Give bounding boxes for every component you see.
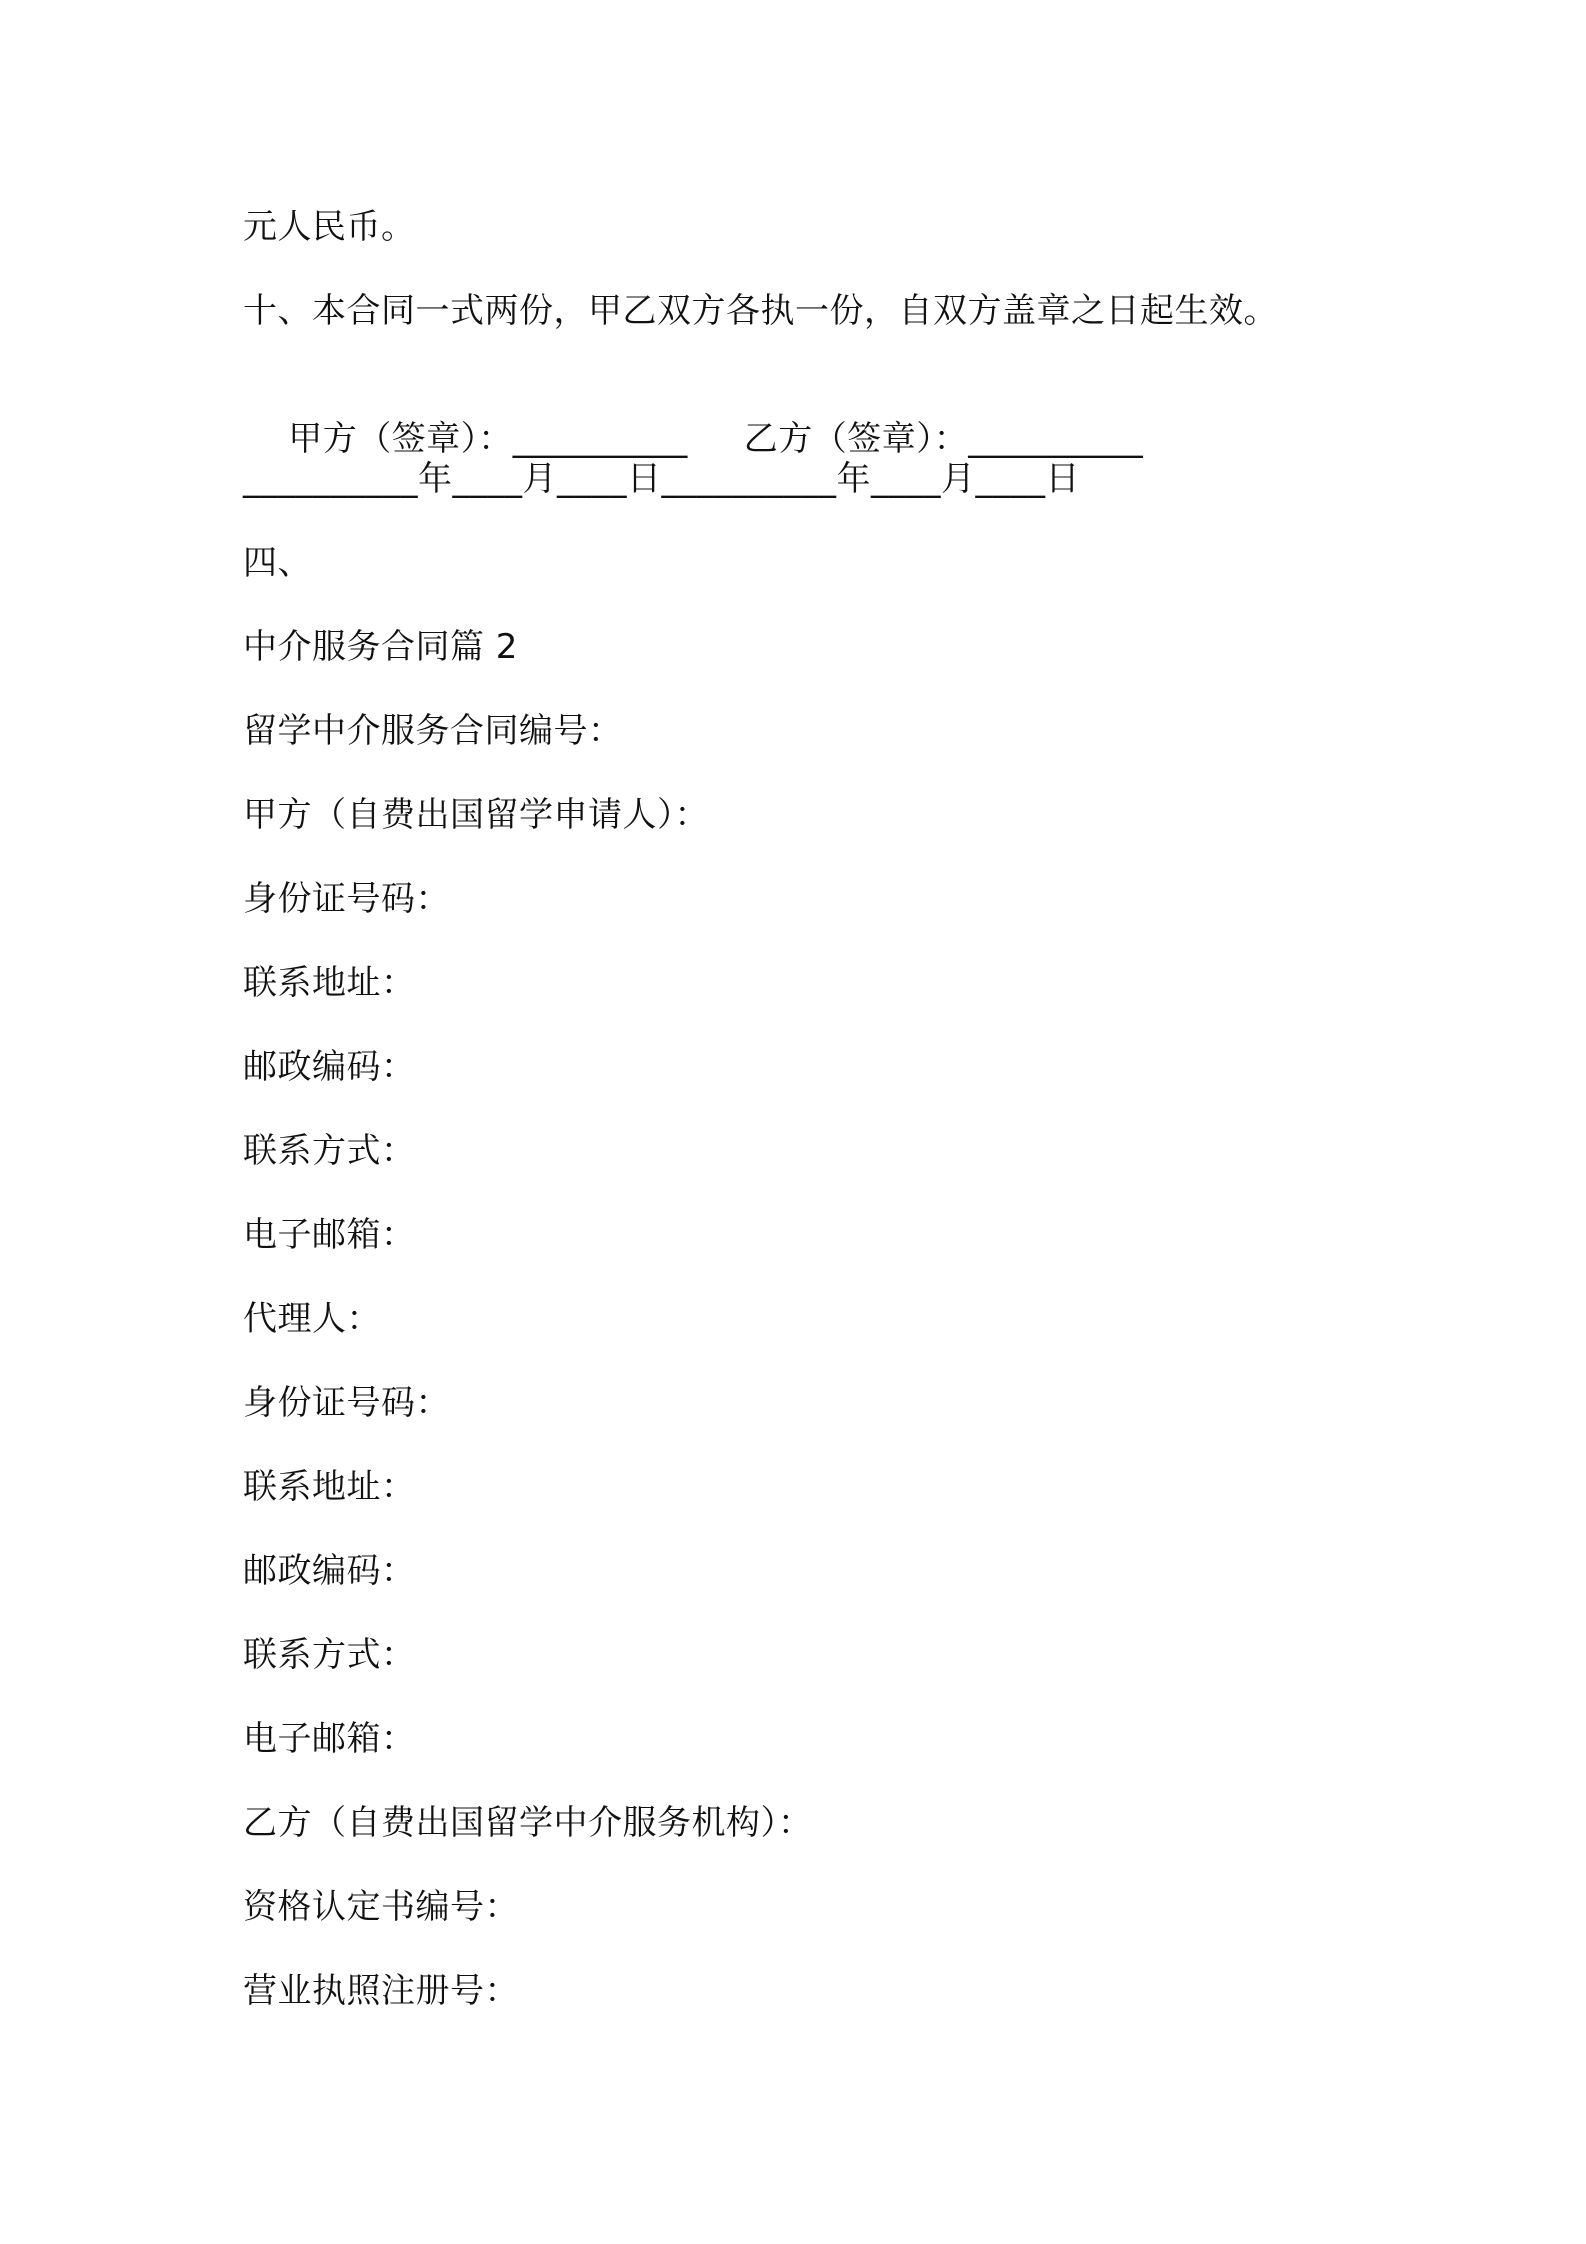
contact-label: 联系方式： bbox=[243, 1131, 416, 1171]
contract-number-label: 留学中介服务合同编号： bbox=[243, 711, 623, 751]
address-label: 联系地址： bbox=[243, 963, 416, 1003]
contract-title: 中介服务合同篇 2 bbox=[243, 627, 518, 667]
date-line: __________年____月____日__________年____月____日 bbox=[243, 459, 1080, 499]
email-label: 电子邮箱： bbox=[243, 1215, 416, 1255]
text-line-clause-ten: 十、本合同一式两份，甲乙双方各执一份，自双方盖章之日起生效。 bbox=[243, 291, 1278, 331]
agent-postal-code-label: 邮政编码： bbox=[243, 1551, 416, 1591]
id-number-label: 身份证号码： bbox=[243, 879, 450, 919]
qualification-number-label: 资格认定书编号： bbox=[243, 1887, 519, 1927]
agent-address-label: 联系地址： bbox=[243, 1467, 416, 1507]
agent-label: 代理人： bbox=[243, 1299, 381, 1339]
party-b-signature: 乙方（签章）：__________ bbox=[743, 419, 1144, 459]
agent-contact-label: 联系方式： bbox=[243, 1635, 416, 1675]
section-heading-four: 四、 bbox=[243, 543, 312, 583]
agent-email-label: 电子邮箱： bbox=[243, 1719, 416, 1759]
party-a-label: 甲方（自费出国留学申请人）： bbox=[243, 795, 709, 835]
agent-id-number-label: 身份证号码： bbox=[243, 1383, 450, 1423]
party-a-signature: 甲方（签章）：__________ bbox=[288, 419, 688, 459]
text-line-rmb: 元人民币。 bbox=[243, 207, 416, 247]
postal-code-label: 邮政编码： bbox=[243, 1047, 416, 1087]
party-b-label: 乙方（自费出国留学中介服务机构）： bbox=[243, 1803, 813, 1843]
business-license-label: 营业执照注册号： bbox=[243, 1971, 519, 2011]
